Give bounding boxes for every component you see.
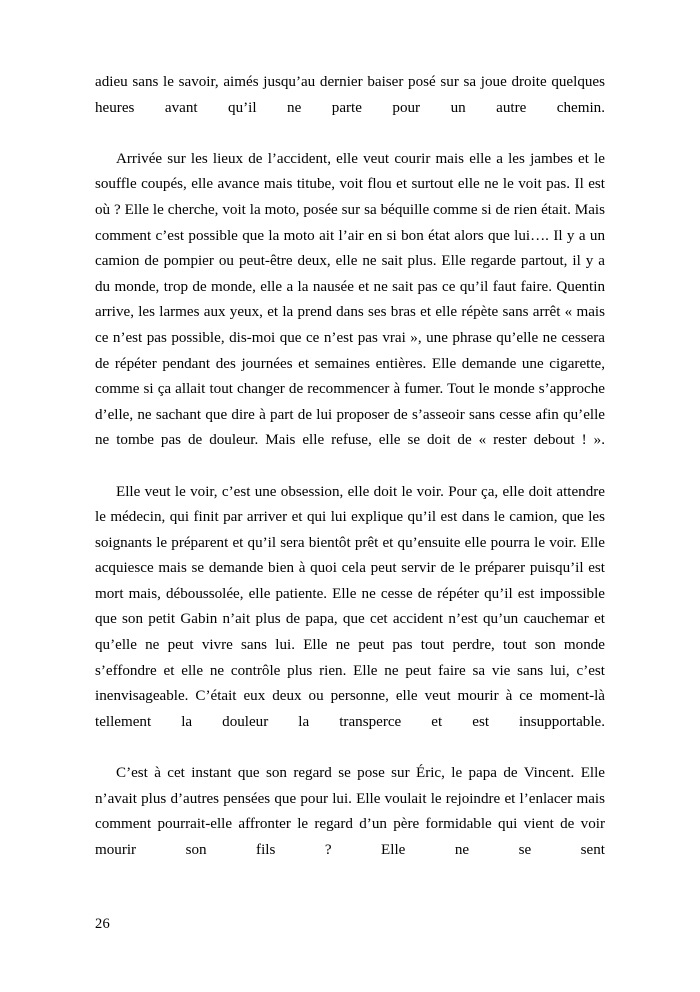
paragraph-continuation: adieu sans le savoir, aimés jusqu’au dernier baiser posé sur sa joue droite quelques heures avant qu’il ne parte pour un autre chemin. [95, 74, 605, 116]
paragraph-elle-veut-le-voir: Elle veut le voir, c’est une obsession, elle doit le voir. Pour ça, elle doit attendre le médecin, qui finit par arriver et qui lui explique qu’il est dans le camion, que les soignants le préparent et qu’il sera bientôt prêt et qu’ensuite elle pourra le voir. Elle acquiesce mais se demande bien à quoi cela peut servir de le préparer puisqu’il est mort mais, déboussolée, elle patiente. Elle ne cesse de répéter qu’il est impossible que son petit Gabin n’ait plus de papa, que cet accident n’est qu’un cauchemar et qu’elle ne peut vivre sans lui. Elle ne peut pas tout perdre, tout son monde s’effondre et elle ne contrôle plus rien. Elle ne peut faire sa vie sans lui, c’est inenvisageable. C’était eux deux ou personne, elle veut mourir à ce moment-là tellement la douleur la transperce et est insupportable. [95, 483, 605, 730]
page-body-text [95, 70, 605, 889]
paragraph-cest-a-cet-instant: C’est à cet instant que son regard se pose sur Éric, le papa de Vincent. Elle n’avait plus d’autres pensées que pour lui. Elle voulait le rejoindre et l’enlacer mais comment pourrait-elle affronter le regard d’un père formidable qui vient de voir mourir son fils ? Elle ne se sent [95, 765, 605, 858]
page-number: 26 [95, 916, 110, 932]
paragraph-arrivee: Arrivée sur les lieux de l’accident, elle veut courir mais elle a les jambes et le souffle coupés, elle avance mais titube, voit flou et surtout elle ne le voit pas. Il est où ? Elle le cherche, voit la moto, posée sur sa béquille comme si de rien était. Mais comment c’est possible que la moto ait l’air en si bon état alors que lui…. Il y a un camion de pompier ou peut-être deux, elle ne sait plus. Elle regarde partout, il y a du monde, trop de monde, elle a la nausée et ne sait pas ce qu’il faut faire. Quentin arrive, les larmes aux yeux, et la prend dans ses bras et elle répète sans arrêt « mais ce n’est pas possible, dis-moi que ce n’est pas vrai », une phrase qu’elle ne cessera de répéter pendant des journées et semaines entières. Elle demande une cigarette, comme si ça allait tout changer de recommencer à fumer. Tout le monde s’approche d’elle, ne sachant que dire à part de lui proposer de s’asseoir sans cesse afin qu’elle ne tombe pas de douleur. Mais elle refuse, elle se doit de « rester debout ! ». [95, 150, 605, 449]
